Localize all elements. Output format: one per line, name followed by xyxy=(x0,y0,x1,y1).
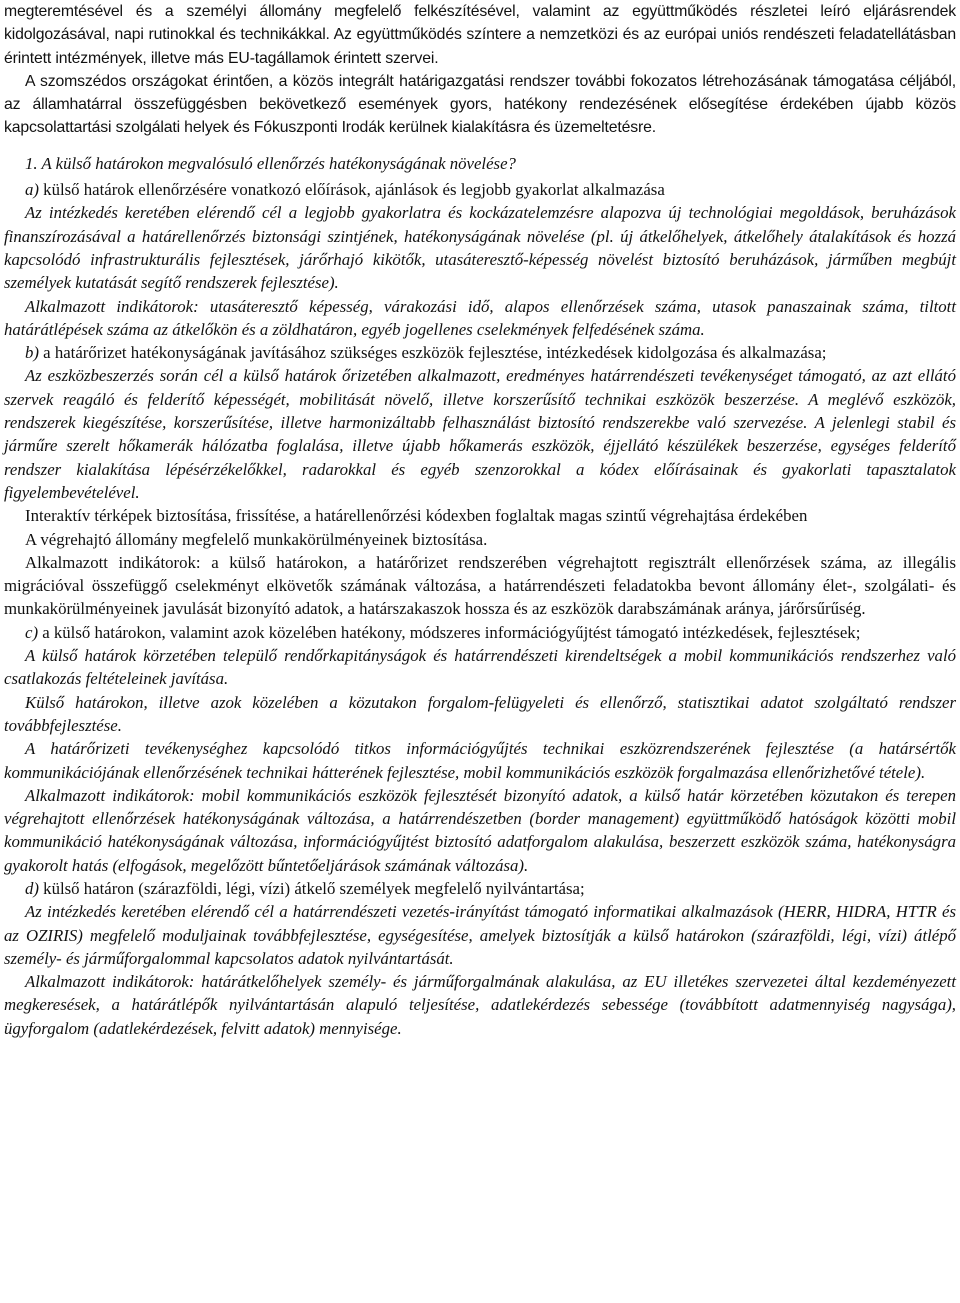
item-a-letter: a) xyxy=(25,180,39,200)
item-a-indicators: Alkalmazott indikátorok: utasáteresztő képesség, várakozási idő, alapos ellenőrzések száma, utasok panaszainak száma, tiltott határátlépések száma az átkelőkön és a zöldhatáron, egyéb jogellenes cselekmények felfedésének száma. xyxy=(4,296,956,339)
item-c-letter: c) xyxy=(25,622,39,642)
item-b-description: Az eszközbeszerzés során cél a külső határok őrizetében alkalmazott, eredményes határrendészeti tevékenységet támogató, az azt ellátó szervek reagáló és felderítő képességét, mobilitását növelő, illetve korszerűsítő technikai eszközök beszerzése. A meglévő eszközök, rendszerek kiegészítése, korszerűsítése, illetve harmonizáltabb felhasználást biztosító rendszerekbe való szervezése. A jelenlegi stabil és járműre szerelt hőkamerák hálózatba foglalása, illetve újabb hőkamerás eszközök, éjjellátó készülékek beszerzése, egységes felderítő rendszer kialakítása lépésérzékelőkkel, radarokkal és egyéb szenzorokkal a kódex előírásainak és gyakorlati tapasztalatok figyelembevételével. xyxy=(4,366,956,502)
item-b-text: a határőrizet hatékonyságának javításához szükséges eszközök fejlesztése, intézkedések kidolgozása és alkalmazása; xyxy=(38,343,827,363)
item-c-intelligence: A határőrizeti tevékenységhez kapcsolódó titkos információgyűjtés technikai eszközrendszerének fejlesztése (a határsértők kommunikációjának ellenőrzésének technikai hátterének fejlesztése, mobil kommunikációs eszközök forgalmazása ellenőrizhetővé tétele). xyxy=(4,739,956,782)
item-d-text: külső határon (szárazföldi, légi, vízi) átkelő személyek megfelelő nyilvántartása; xyxy=(38,878,585,898)
item-c-title xyxy=(4,621,956,644)
item-b-letter: b) xyxy=(25,343,39,363)
item-d-letter: d) xyxy=(25,878,39,898)
item-d-description: Az intézkedés keretében elérendő cél a határrendészeti vezetés-irányítást támogató informatikai alkalmazások (HERR, HIDRA, HTTR és az OZIRIS) megfelelő moduljainak továbbfejlesztése, egységesítése, amelyek biztosítják a külső határokon (szárazföldi, légi, vízi) átlépő személy- és járműforgalommal kapcsolatos adatok nyilvántartását. xyxy=(4,902,956,968)
item-d-indicators: Alkalmazott indikátorok: határátkelőhelyek személy- és járműforgalmának alakulása, az EU illetékes szervezetei által kezdeményezett megkeresések, a határátlépők nyilvántartásán alapuló teljesítése, adatlekérdezés sebessége (továbbított adatmennyiség nagysága), ügyforgalom (adatlekérdezések, felvitt adatok) mennyisége. xyxy=(4,972,956,1038)
item-a-title xyxy=(4,178,956,201)
item-c-mobile: A külső határok körzetében települő rendőrkapitányságok és határrendészeti kirendeltségek a mobil kommunikációs rendszerhez való csatlakozás feltételeinek javítása. xyxy=(4,646,956,689)
item-c-text: a külső határokon, valamint azok közelében hatékony, módszeres információgyűjtést támogató intézkedések, fejlesztések; xyxy=(38,622,861,642)
paragraph-cooperation: megteremtésével és a személyi állomány megfelelő felkészítésével, valamint az együttműködés részletei leíró eljárásrendek kidolgozásával, napi rutinokkal és technikákkal. Az együttműködés színtere a nemzetközi és az európai uniós rendészeti feladatellátásban érintett intézmények, illetve más EU-tagállamok érintett szervei. xyxy=(4,3,956,67)
item-c-indicators: Alkalmazott indikátorok: mobil kommunikációs eszközök fejlesztését bizonyító adatok, a külső határ körzetében közutakon és terepen végrehajtott ellenőrzések hatékonyságának változása, a határrendészetben (border management) együttműködő hatóságok közötti mobil kommunikáció hatékonyságának változása, információgyűjtést biztosító adatforgalom alakulása, beszerzett eszközök száma, hatékonyságra gyakorolt hatás (elfogások, megelőzött bűntetőeljárások számának változása). xyxy=(4,785,956,875)
item-d-title xyxy=(4,877,956,900)
item-b-maps: Interaktív térképek biztosítása, frissítése, a határellenőrzési kódexben foglaltak magas szintű végrehajtása érdekében xyxy=(25,506,808,526)
paragraph-neighbouring-countries: A szomszédos országokat érintően, a közös integrált határigazgatási rendszer további fokozatos létrehozásának támogatása céljából, az államhatárral összefüggésben bekövetkező események gyors, hatékony rendezésének elősegítése érdekében újabb közös kapcsolattartási szolgálati helyek és Fókuszponti Irodák kerülnek kialakításra és üzemeltetésre. xyxy=(4,72,956,137)
item-b-conditions: A végrehajtó állomány megfelelő munkakörülményeinek biztosítása. xyxy=(25,529,488,549)
section-heading: 1. A külső határokon megvalósuló ellenőrzés hatékonyságának növelése? xyxy=(25,153,516,173)
item-b-indicators: Alkalmazott indikátorok: a külső határokon, a határőrizet rendszerében végrehajtott regisztrált ellenőrzések száma, az illegális migrációval összefüggő cselekményt elkövetők számának változása, a határrendészeti feladatokba bevont állomány élet-, szolgálati- és munkakörülményeinek javulását bizonyító adatok, a határszakaszok hossza és az eszközök darabszámának aránya, járőrsűrűség. xyxy=(4,552,956,619)
item-c-traffic: Külső határokon, illetve azok közelében a közutakon forgalom-felügyeleti és ellenőrző, statisztikai adatot szolgáltató rendszer továbbfejlesztése. xyxy=(4,692,956,735)
item-a-description: Az intézkedés keretében elérendő cél a legjobb gyakorlatra és kockázatelemzésre alapozva új technológiai megoldások, beruházások finanszírozásával a határellenőrzés biztonsági szintjének, hatékonyságának növelése (pl. új átkelőhelyek, átkelőhely átalakítások és hozzá kapcsolódó infrastrukturális fejlesztések, járőrhajó kikötők, utasáteresztő-képesség növelést biztosító beruházások, járműben megbújt személyek kutatását segítő rendszerek fejlesztése). xyxy=(4,203,956,293)
item-a-text: külső határok ellenőrzésére vonatkozó előírások, ajánlások és legjobb gyakorlat alkalmazása xyxy=(38,180,665,200)
document-page xyxy=(4,0,956,1040)
item-b-title xyxy=(4,341,956,364)
